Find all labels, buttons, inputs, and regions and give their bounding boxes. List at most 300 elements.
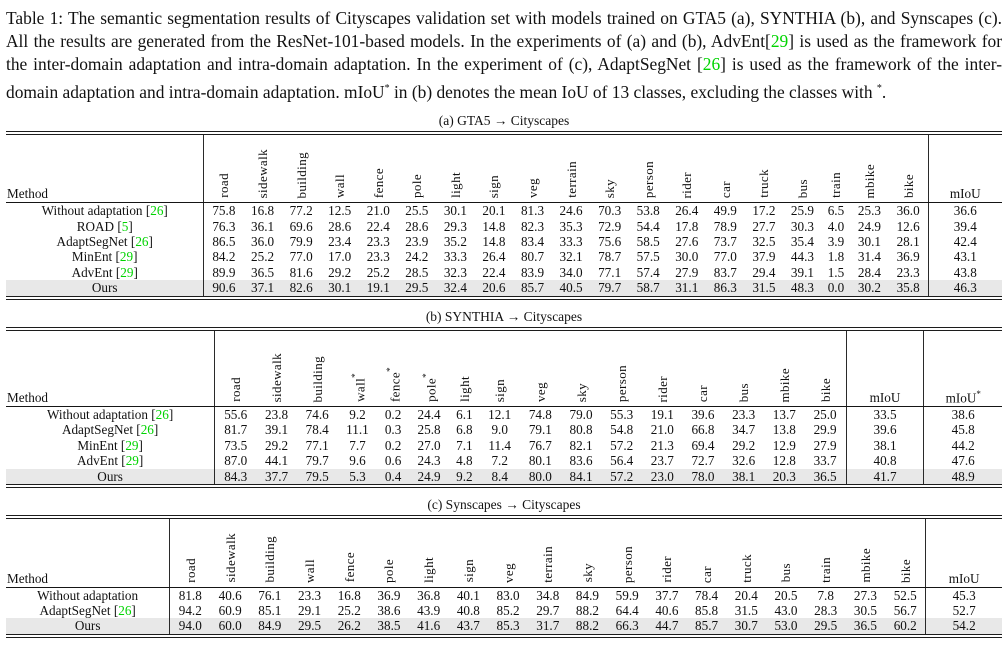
value-cell: 29.2 [265,437,289,453]
col-header-text: light [421,556,437,583]
value-cell: 0.0 [822,280,850,295]
col-header-text: fence [370,167,386,199]
value-cell: 57.2 [601,469,642,484]
value-cell: 27.7 [752,218,776,234]
table-row [6,453,1002,468]
value-cell: 72.9 [598,218,622,234]
value-cell: 79.7 [590,280,629,295]
value-cell: 35.8 [889,280,928,295]
col-header-label [420,373,437,402]
col-header-label [719,181,732,198]
value-cell: 1.5 [827,264,845,280]
method-cell: AdvEnt [29] [6,453,215,468]
col-header-text: mIoU [869,390,901,406]
value-cell: 36.5 [251,264,275,280]
value-cell: 60.0 [210,618,250,633]
bottom-rule [6,484,1002,488]
miou-value-cell: 36.6 [928,203,1002,219]
value-cell: 20.3 [764,469,805,484]
col-header-label [303,559,316,583]
method-cell: Without adaptation [26] [6,203,204,219]
col-header-label [740,554,753,583]
col-header-sign [449,519,489,587]
table-row [6,249,1002,264]
value-cell: 43.7 [449,618,489,633]
citation: 26 [135,233,149,249]
results-table-a [6,135,1002,296]
table-row [6,219,1002,234]
value-cell: 38.1 [723,469,764,484]
value-cell: 88.2 [568,618,608,633]
value-cell: 34.8 [536,587,560,603]
value-cell: 81.7 [224,422,248,438]
col-header-bike [805,331,846,407]
col-header-text: light [456,376,472,403]
col-header-wall [290,519,330,587]
value-cell: 77.0 [713,249,737,265]
col-header-train [806,519,846,587]
col-header-label [757,169,770,198]
value-cell: 36.1 [251,218,275,234]
col-header-light [409,519,449,587]
value-cell: 66.8 [691,422,715,438]
bottom-rule [6,296,1002,300]
col-header-label [263,536,276,583]
value-cell: 86.3 [706,280,745,295]
table-row [6,265,1002,280]
value-cell: 43.9 [417,602,441,618]
col-header-text: mbike [857,548,873,583]
value-cell: 69.6 [289,218,313,234]
value-cell: 30.5 [853,602,877,618]
col-header-label [859,548,872,583]
value-cell: 82.1 [569,437,593,453]
col-header-sky [561,331,602,407]
col-header-label [899,559,912,583]
col-header-text: train [828,172,844,199]
col-header-person [601,331,642,407]
col-header-label [615,365,628,402]
value-cell: 5.3 [338,469,378,484]
method-name: Ours [91,280,118,296]
col-header-miou [926,519,1002,587]
col-header-wall [320,135,359,203]
value-cell: 78.7 [598,249,622,265]
col-header-text: terrain [540,545,556,583]
value-cell: 25.2 [337,602,361,618]
value-cell: 78.9 [713,218,737,234]
col-header-road [204,135,243,203]
col-header-text: person [619,545,635,583]
results-table-b [6,331,1002,485]
table-row [6,234,1002,249]
star-marker: * [421,373,432,379]
value-cell: 48.3 [783,280,822,295]
value-cell: 36.8 [417,587,441,603]
value-cell: 40.1 [456,587,480,603]
col-header-text: bike [897,558,913,583]
col-header-label [311,356,324,403]
value-cell: 30.1 [857,233,881,249]
method-cell [6,280,204,295]
method-cell: MinEnt [29] [6,249,204,264]
miou-value-cell: 39.6 [846,422,924,437]
value-cell: 29.9 [813,422,837,438]
table-row [6,587,1002,603]
col-header-text: pole [409,174,425,199]
value-cell: 3.9 [827,233,845,249]
col-header-text: sidewalk [255,148,271,199]
col-header-label [493,379,506,402]
col-header-label [680,172,693,199]
col-header-miou [928,135,1002,203]
citation: 29 [125,453,139,469]
method-cell: ROAD [5] [6,219,204,234]
value-cell: 29.7 [536,602,560,618]
col-header-label [343,552,356,582]
method-name: Without adaptation [37,587,139,603]
col-header-text: sky [579,563,595,583]
value-cell: 23.8 [265,407,289,423]
bottom-rule [6,634,1002,638]
value-cell: 32.1 [559,249,583,265]
table-b [6,309,1002,489]
col-header-text: pole [381,558,397,583]
method-name: ROAD [76,218,115,234]
value-cell: 77.0 [289,249,313,265]
col-header-label [462,559,475,582]
value-cell: 86.5 [212,233,236,249]
value-cell: 8.4 [479,469,520,484]
col-header-label [349,373,366,402]
method-name: AdvEnt [71,264,113,280]
value-cell: 29.2 [328,264,352,280]
col-header-sign [475,135,514,203]
value-cell: 36.0 [896,203,920,219]
method-name: AdaptSegNet [39,602,111,618]
col-header-rider [647,519,687,587]
value-cell: 25.5 [405,203,429,219]
col-header-label [902,174,915,198]
col-header-text: sidewalk [222,533,238,583]
value-cell: 94.2 [178,602,202,618]
col-header-text: bike [817,378,833,403]
value-cell: 40.6 [655,602,679,618]
col-header-label [778,368,791,403]
col-header-text: truck [738,553,754,583]
col-header-text: veg [525,178,540,199]
col-header-text: veg [500,562,516,583]
value-cell: 12.6 [896,218,920,234]
value-cell: 20.4 [734,587,758,603]
value-cell: 21.0 [650,422,674,438]
value-cell: 23.3 [366,233,390,249]
value-cell: 19.1 [650,407,674,423]
table-row [6,603,1002,618]
value-cell: 23.4 [328,233,352,249]
table-row [6,618,1002,633]
value-cell: 36.0 [251,233,275,249]
col-header-label [565,161,578,198]
value-cell: 85.8 [695,602,719,618]
value-cell: 21.0 [366,203,390,219]
col-header-building [282,135,321,203]
value-cell: 36.5 [846,618,886,633]
miou-value-cell: 52.7 [926,603,1002,618]
value-cell: 87.0 [224,453,248,469]
table-row [6,438,1002,453]
value-cell: 7.7 [349,437,366,453]
value-cell: 79.1 [528,422,552,438]
col-header-veg [488,519,528,587]
method-name: Without adaptation [41,203,143,219]
col-header-text: road [216,173,232,199]
value-cell: 38.6 [377,602,401,618]
miou-value-cell: 38.6 [924,407,1002,423]
miou-value-cell: 44.2 [924,438,1002,453]
value-cell: 37.7 [655,587,679,603]
value-cell: 75.8 [212,203,236,219]
value-cell: 32.4 [436,280,475,295]
method-cell: Without adaptation [26] [6,407,215,423]
value-cell: 37.9 [752,249,776,265]
value-cell: 37.1 [243,280,282,295]
citation: 26 [140,422,154,438]
table-c [6,497,1002,638]
value-cell: 31.5 [745,280,784,295]
col-header-sidewalk [243,135,282,203]
value-cell: 6.8 [456,422,473,438]
col-header-pole [369,519,409,587]
method-cell: AdaptSegNet [26] [6,234,204,249]
value-cell: 24.9 [409,469,450,484]
col-header-label [184,558,197,583]
col-header-text: sky [573,382,589,403]
value-cell: 74.8 [528,407,552,423]
col-header-text: mbike [776,367,792,403]
value-cell: 80.7 [520,249,545,265]
value-cell: 77.2 [289,203,313,219]
method-cell: AdaptSegNet [26] [6,422,215,437]
value-cell: 58.7 [629,280,668,295]
col-header-truck [726,519,766,587]
value-cell: 52.5 [893,587,917,603]
method-cell: AdaptSegNet [26] [6,603,170,618]
value-cell: 29.1 [298,602,322,618]
col-header-text: wall [302,558,318,583]
value-cell: 16.8 [337,587,361,603]
table-row [6,469,1002,484]
value-cell: 55.6 [224,407,248,423]
value-cell: 40.5 [552,280,591,295]
value-cell: 1.8 [827,249,845,265]
col-header-label [863,164,876,199]
value-cell: 85.7 [687,618,727,633]
col-header-label [422,557,435,583]
value-cell: 17.0 [328,249,352,265]
col-header-text: building [262,536,278,583]
value-cell: 88.2 [575,602,599,618]
citation: 29 [770,31,789,52]
col-header-text: truck [756,169,772,199]
col-header-label [270,353,283,402]
value-cell: 83.9 [520,264,545,280]
value-cell: 83.4 [520,233,545,249]
col-header-fence [359,135,398,203]
col-header-building [250,519,290,587]
col-header-label [502,563,515,583]
value-cell: 76.3 [212,218,236,234]
value-cell: 23.3 [896,264,920,280]
col-header-sidewalk [210,519,250,587]
value-cell: 89.9 [212,264,236,280]
method-cell [6,587,170,603]
col-header-text: sidewalk [269,352,285,403]
col-header-label [779,563,792,582]
col-header-sky [590,135,629,203]
value-cell: 43.0 [774,602,798,618]
value-cell: 41.6 [409,618,449,633]
value-cell: 38.5 [369,618,409,633]
value-cell: 80.8 [569,422,593,438]
value-cell: 31.7 [528,618,568,633]
value-cell: 29.5 [806,618,846,633]
col-header-sidewalk [256,331,297,407]
value-cell: 19.1 [359,280,398,295]
value-cell: 36.9 [377,587,401,603]
value-cell: 80.0 [520,469,561,484]
value-cell: 23.3 [732,407,756,423]
method-column-header: Method [6,331,215,407]
value-cell: 4.8 [456,453,473,469]
value-cell: 25.0 [813,407,837,423]
header-row [6,135,1002,203]
value-cell: 30.3 [790,218,814,234]
value-cell: 81.6 [289,264,313,280]
value-cell: 27.3 [853,587,877,603]
col-header-text: car [717,181,733,199]
value-cell: 30.1 [443,203,467,219]
value-cell: 57.2 [610,437,634,453]
value-cell: 66.3 [607,618,647,633]
value-cell: 40.8 [456,602,480,618]
value-cell: 28.1 [896,233,920,249]
value-cell: 35.2 [443,233,467,249]
citation: 26 [150,203,164,219]
col-header-label [256,149,269,198]
value-cell: 11.4 [488,437,511,453]
value-cell: 31.1 [667,280,706,295]
value-cell: 20.1 [482,203,506,219]
method-name: Without adaptation [47,407,148,423]
value-cell: 24.4 [417,407,441,423]
col-header-fence [329,519,369,587]
col-header-rider [642,331,683,407]
caption-text: * [384,82,390,94]
value-cell: 76.7 [528,437,552,453]
col-header-mbike [850,135,889,203]
value-cell: 56.4 [610,453,634,469]
value-cell: 57.4 [636,264,660,280]
col-header-text: car [695,384,711,403]
value-cell: 30.2 [850,280,889,295]
table-title-c: (c) Synscapes → Cityscapes [427,497,581,513]
miou-value-cell: 45.3 [926,587,1002,603]
value-cell: 13.7 [772,407,796,423]
value-cell: 26.2 [329,618,369,633]
col-header-label [487,175,500,198]
caption-text: ] is used as the framework of the inter-domain adaptation and intra-domain adaptation. mIoU [6,54,1002,102]
col-header-mbike [764,331,805,407]
value-cell: 82.3 [520,218,545,234]
col-header-label [384,367,401,402]
value-cell: 28.6 [328,218,352,234]
value-cell: 57.5 [636,249,660,265]
value-cell: 27.9 [813,437,837,453]
value-cell: 29.5 [290,618,330,633]
col-header-bike [885,519,926,587]
value-cell: 7.8 [817,587,834,603]
col-header-text: veg [532,382,548,403]
col-header-text: pole [423,378,439,403]
header-row [6,331,1002,407]
value-cell: 14.8 [482,233,506,249]
value-cell: 81.3 [520,203,545,219]
caption-text: ] is used as the framework for the inter-domain adaptation and intra-domain adaptation. In the experiment of (c), AdaptSegNet [ [6,31,1002,75]
miou-value-cell: 45.8 [924,422,1002,437]
method-name: Ours [74,618,101,634]
col-header-text: sign [486,174,502,199]
value-cell: 12.1 [488,407,512,423]
col-header-label [534,382,547,402]
method-name: Ours [97,468,123,484]
col-header-label [295,152,308,199]
col-header-label [829,172,842,198]
value-cell: 31.5 [734,602,758,618]
value-cell: 33.3 [443,249,467,265]
value-cell: 26.4 [482,249,506,265]
value-cell: 83.7 [713,264,737,280]
col-header-label [410,174,423,198]
value-cell: 53.8 [636,203,660,219]
value-cell: 60.2 [885,618,926,633]
value-cell: 21.3 [650,437,674,453]
col-header-text: rider [659,556,675,583]
col-header-text: road [228,377,244,403]
value-cell: 7.1 [456,437,473,453]
method-cell [6,618,170,633]
value-cell: 0.6 [384,453,402,469]
citation: 29 [120,264,134,280]
value-cell: 35.3 [559,218,583,234]
col-header-label [696,385,709,402]
value-cell: 27.0 [417,437,441,453]
col-header-label [603,179,616,198]
col-header-mbike [846,519,886,587]
col-header-label [700,566,713,583]
value-cell: 39.1 [790,264,814,280]
method-cell [6,469,215,484]
col-header-text: wall [332,174,348,199]
table-caption [6,7,1002,104]
miou-value-cell: 40.8 [846,453,924,468]
results-tables [6,113,1002,638]
star-marker: * [385,367,396,372]
col-header-text: building [309,355,325,403]
col-header-light [449,331,479,407]
value-cell: 0.4 [377,469,408,484]
col-header-text: rider [654,375,670,403]
